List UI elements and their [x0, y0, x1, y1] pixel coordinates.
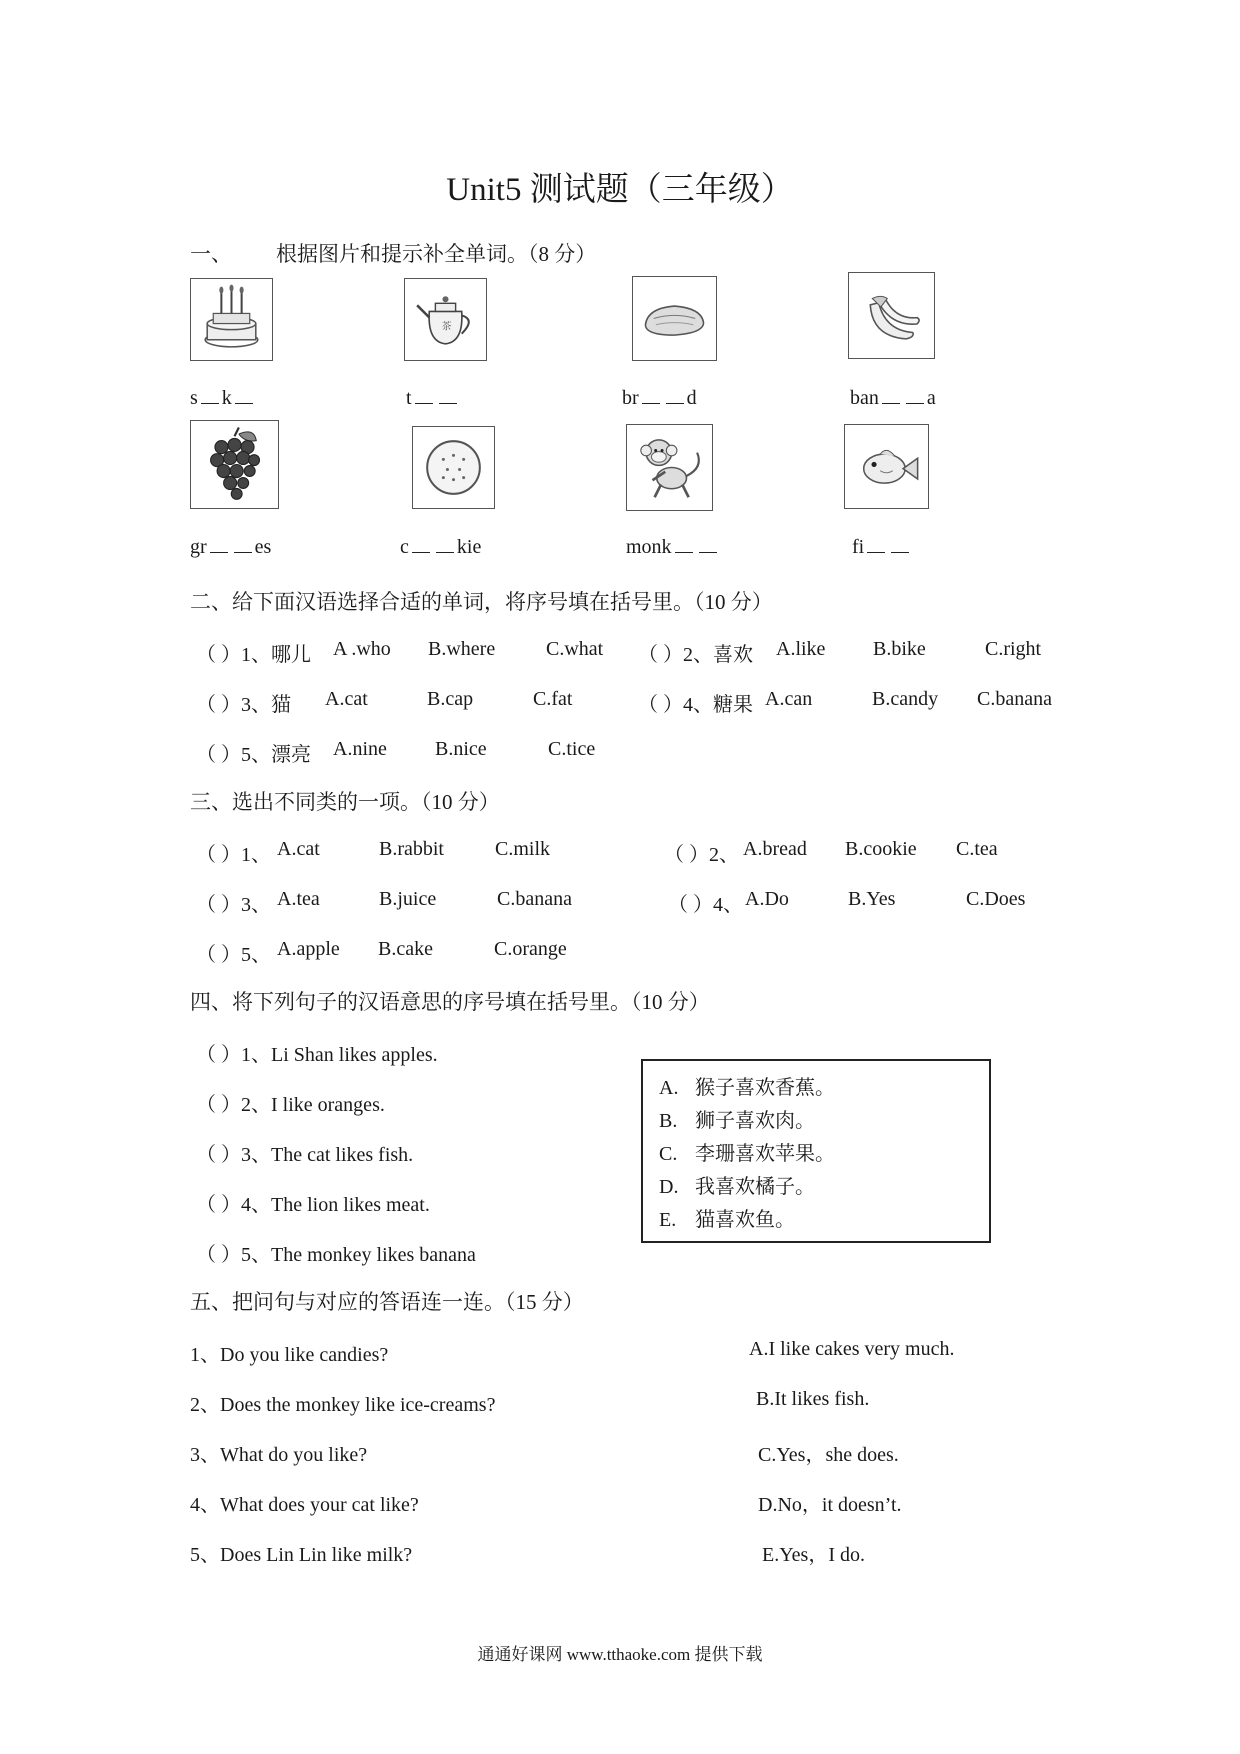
s5-question-5: 5、Does Lin Lin like milk? [190, 1544, 413, 1566]
s2-q5-c: C.tice [548, 738, 596, 760]
s5-answer-c: C.Yes，she does. [758, 1444, 899, 1466]
word-4: ban a [850, 387, 936, 409]
s3-q5-label: （ ）5、 [196, 944, 271, 966]
word-8: fi [852, 536, 912, 559]
bananas-icon [848, 272, 935, 359]
s3-q3-label: （ ）3、 [196, 894, 271, 916]
s3-q1-b: B.rabbit [379, 838, 444, 860]
s3-q4-label: （ ）4、 [668, 894, 743, 916]
s3-q1-label: （ ）1、 [196, 844, 271, 866]
svg-text:茶: 茶 [441, 321, 452, 333]
word-7: monk [626, 536, 720, 559]
s5-question-1: 1、Do you like candies? [190, 1344, 389, 1366]
s2-q3-a: A.cat [325, 688, 368, 710]
s2-q4-label: （ ）4、糖果 [638, 694, 753, 716]
s5-answer-d: D.No，it doesn’t. [758, 1494, 902, 1516]
s4-sentence-4: （ ）4、The lion likes meat. [196, 1194, 430, 1216]
footer: 通通好课网 www.tthaoke.com 提供下载 [477, 1645, 763, 1664]
s2-q2-a: A.like [776, 638, 826, 660]
s3-q1-a: A.cat [277, 838, 320, 860]
word-2: t [406, 387, 460, 410]
section5-heading: 五、把问句与对应的答语连一连。（15 分） [190, 1290, 584, 1314]
s5-question-3: 3、What do you like? [190, 1444, 368, 1466]
section2-heading: 二、给下面汉语选择合适的单词，将序号填在括号里。（10 分） [190, 590, 773, 614]
s2-q1-label: （ ）1、哪儿 [196, 644, 311, 666]
s2-q2-c: C.right [985, 638, 1042, 660]
s2-q4-b: B.candy [872, 688, 939, 710]
s2-q5-a: A.nine [333, 738, 387, 760]
option-c: C. 李珊喜欢苹果。 [659, 1143, 835, 1165]
teapot-icon [404, 278, 487, 361]
birthday-cake-icon [190, 278, 273, 361]
fish-icon [844, 424, 929, 509]
s2-q1-a: A .who [333, 638, 391, 660]
s3-q5-b: B.cake [378, 938, 433, 960]
s5-question-2: 2、Does the monkey like ice-creams? [190, 1394, 496, 1416]
options-box [641, 1059, 991, 1243]
s3-q3-c: C.banana [497, 888, 572, 910]
cookie-icon [412, 426, 495, 509]
option-a: A. 猴子喜欢香蕉。 [659, 1077, 835, 1099]
s4-sentence-5: （ ）5、The monkey likes banana [196, 1244, 476, 1266]
word-3: br d [622, 387, 697, 409]
page-title: Unit5 测试题（三年级） [446, 172, 794, 208]
s5-answer-e: E.Yes，I do. [762, 1544, 865, 1566]
s3-q2-label: （ ）2、 [664, 844, 739, 866]
option-b: B. 狮子喜欢肉。 [659, 1110, 815, 1132]
section1-heading: 根据图片和提示补全单词。（8 分） [276, 242, 597, 266]
s5-question-4: 4、What does your cat like? [190, 1494, 419, 1516]
word-5: gr es [190, 536, 272, 558]
s3-q3-a: A.tea [277, 888, 320, 910]
section3-heading: 三、选出不同类的一项。（10 分） [190, 790, 500, 814]
s2-q2-b: B.bike [873, 638, 926, 660]
word-6: c kie [400, 536, 482, 558]
s2-q5-label: （ ）5、漂亮 [196, 744, 311, 766]
s2-q4-c: C.banana [977, 688, 1052, 710]
s2-q1-b: B.where [428, 638, 496, 660]
s2-q4-a: A.can [765, 688, 813, 710]
s3-q1-c: C.milk [495, 838, 551, 860]
s5-answer-a: A.I like cakes very much. [749, 1338, 955, 1360]
s4-sentence-2: （ ）2、I like oranges. [196, 1094, 385, 1116]
s5-answer-b: B.It likes fish. [756, 1388, 870, 1410]
s2-q3-b: B.cap [427, 688, 474, 710]
s3-q5-c: C.orange [494, 938, 567, 960]
s3-q4-a: A.Do [745, 888, 789, 910]
s3-q2-a: A.bread [743, 838, 807, 860]
s3-q2-b: B.cookie [845, 838, 917, 860]
s3-q2-c: C.tea [956, 838, 998, 860]
section1-number: 一、 [190, 242, 232, 266]
s2-q2-label: （ ）2、喜欢 [638, 644, 753, 666]
s2-q3-c: C.fat [533, 688, 573, 710]
s2-q5-b: B.nice [435, 738, 487, 760]
grapes-icon [190, 420, 279, 509]
bread-icon [632, 276, 717, 361]
s3-q5-a: A.apple [277, 938, 340, 960]
monkey-icon [626, 424, 713, 511]
s4-sentence-3: （ ）3、The cat likes fish. [196, 1144, 414, 1166]
s4-sentence-1: （ ）1、Li Shan likes apples. [196, 1044, 438, 1066]
option-d: D. 我喜欢橘子。 [659, 1176, 815, 1198]
word-1: s k [190, 387, 256, 410]
s3-q4-c: C.Does [966, 888, 1026, 910]
s2-q3-label: （ ）3、猫 [196, 694, 291, 716]
option-e: E. 猫喜欢鱼。 [659, 1209, 795, 1231]
s3-q3-b: B.juice [379, 888, 437, 910]
s2-q1-c: C.what [546, 638, 604, 660]
section4-heading: 四、将下列句子的汉语意思的序号填在括号里。（10 分） [190, 990, 710, 1014]
s3-q4-b: B.Yes [848, 888, 896, 910]
